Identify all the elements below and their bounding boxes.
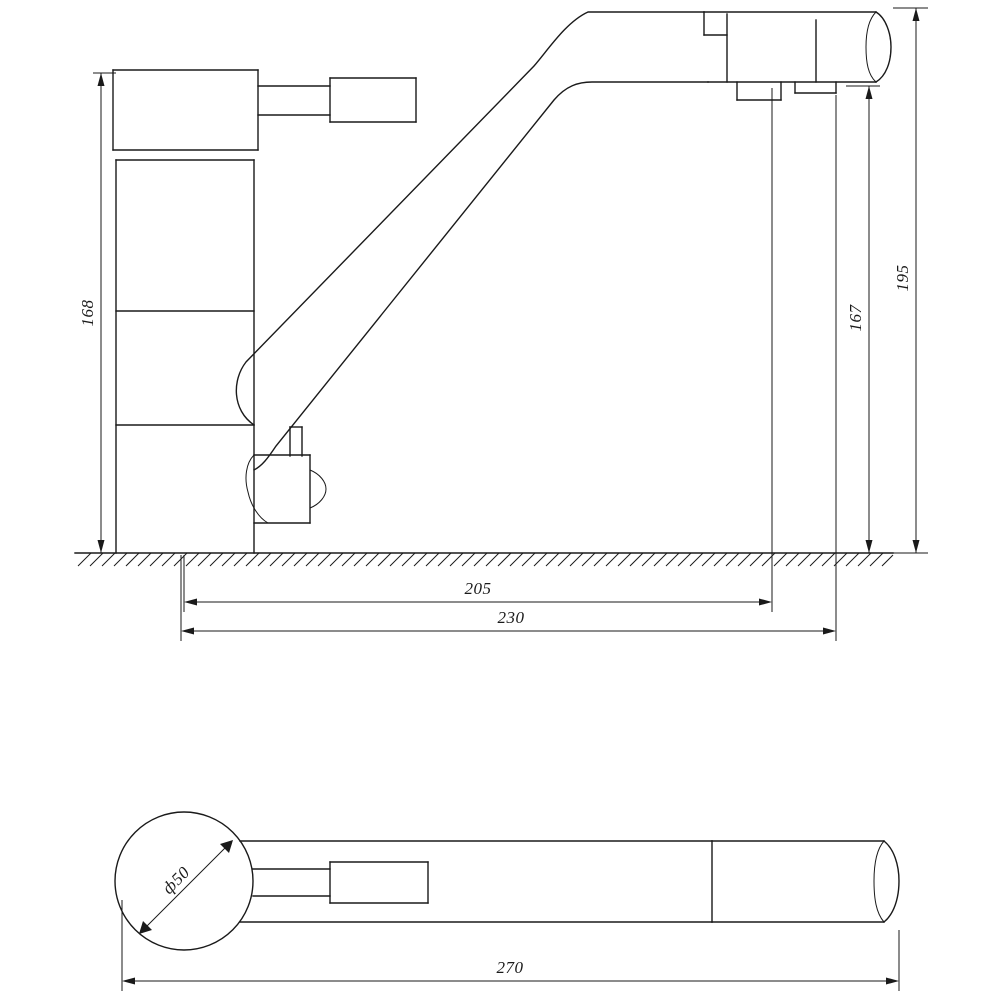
dimension-label-205: 205 [464,579,492,598]
dimension-length-270 [122,900,899,991]
dimension-label-167: 167 [846,304,865,332]
top-view [115,812,899,991]
arrow-up [98,73,105,86]
dimension-label-diameter-50: ф50 [158,862,194,898]
dimension-diameter-50 [139,840,233,934]
faucet-cap-block [113,70,258,150]
lever-handle [258,78,416,122]
dimension-reach-205 [184,88,772,612]
dimension-label-230: 230 [497,608,525,627]
dimension-label-195: 195 [893,264,912,292]
spout-body-top [240,841,899,922]
arrow-down [98,540,105,553]
dimension-height-168 [78,73,116,553]
side-elevation-view [75,8,928,641]
spout-head [704,12,891,100]
dimension-reach-230 [181,95,836,641]
side-outlet-assembly [246,427,326,523]
dimension-label-270: 270 [496,958,524,977]
dimension-label-168: 168 [78,299,97,327]
lever-handle-top [253,862,428,903]
dimension-height-167 [846,86,880,553]
spout-arc [236,12,708,470]
dimension-height-195 [893,8,928,553]
faucet-body-column [116,160,254,553]
ground-hatching [78,553,893,566]
